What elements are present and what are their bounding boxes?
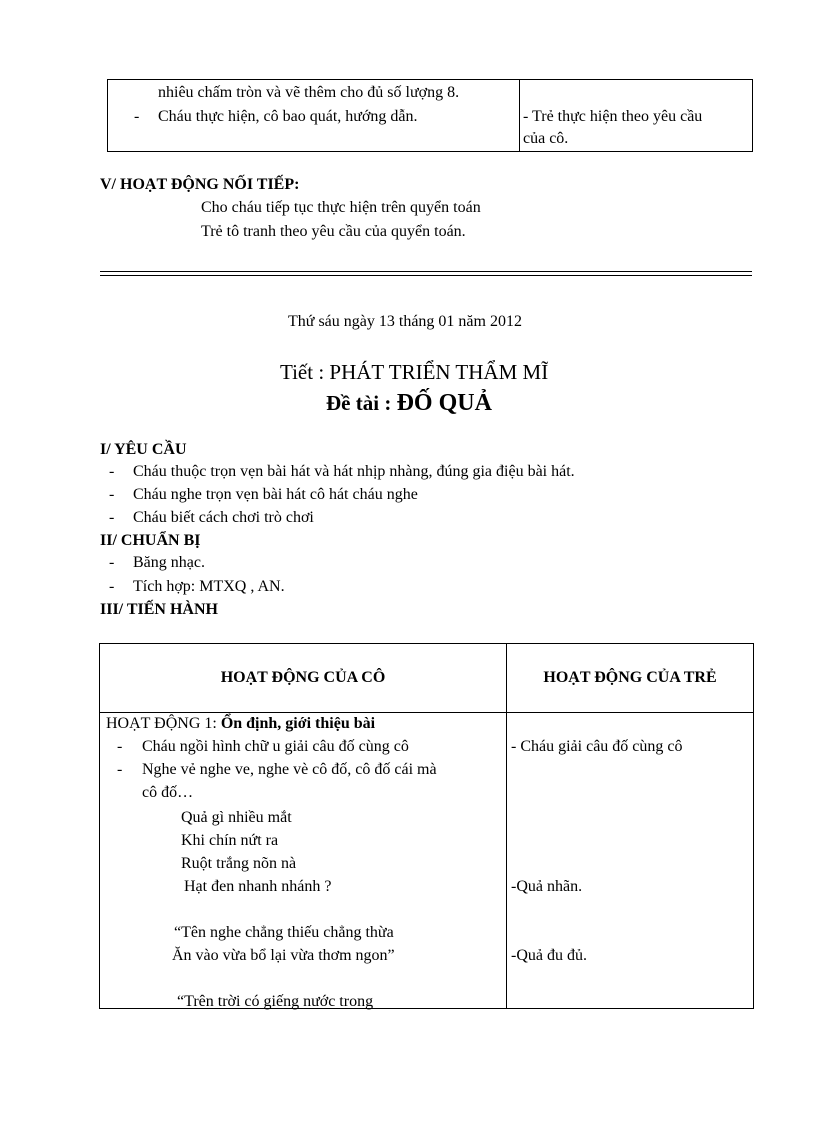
bullet-dash: - xyxy=(109,554,115,571)
left-item-1: Cháu ngồi hình chữ u giải câu đố cùng cô xyxy=(142,738,409,755)
top-table-right-cell xyxy=(520,80,753,152)
bullet-dash: - xyxy=(109,578,115,595)
bullet-dash: - xyxy=(134,108,140,125)
section-1-item-2: Cháu nghe trọn vẹn bài hát cô hát cháu nghe xyxy=(133,486,418,503)
riddle-3-line-1: “Trên trời có giếng nước trong xyxy=(177,993,374,1010)
separator-line-top xyxy=(100,271,752,272)
body-left-cell xyxy=(100,713,507,1009)
separator-line-bottom xyxy=(100,275,752,276)
activity-table xyxy=(99,643,754,1009)
body-right-cell xyxy=(507,713,754,1009)
right-item-1: - Cháu giải câu đố cùng cô xyxy=(511,738,683,755)
header-child-activity: HOẠT ĐỘNG CỦA TRẺ xyxy=(543,669,717,686)
lesson-title: Tiết : PHÁT TRIỂN THẨM MĨ xyxy=(280,360,549,384)
right-item-3: -Quả đu đủ. xyxy=(511,947,587,964)
lesson-topic-label: Đề tài : xyxy=(326,391,397,415)
bullet-dash: - xyxy=(109,463,115,480)
header-left-cell xyxy=(100,644,507,713)
section-2-item-2: Tích hợp: MTXQ , AN. xyxy=(133,578,285,595)
header-right-cell xyxy=(507,644,754,713)
riddle-2-line-2: Ăn vào vừa bổ lại vừa thơm ngon” xyxy=(172,947,395,964)
top-right-line-1: - Trẻ thực hiện theo yêu cầu xyxy=(523,108,703,125)
top-right-line-2: của cô. xyxy=(523,130,569,147)
header-teacher-activity: HOẠT ĐỘNG CỦA CÔ xyxy=(220,669,386,686)
left-item-3: cô đố… xyxy=(142,784,194,801)
riddle-1-line-2: Khi chín nứt ra xyxy=(181,832,279,849)
section-5-line-2: Trẻ tô tranh theo yêu cầu của quyển toán. xyxy=(201,223,466,240)
date-line: Thứ sáu ngày 13 tháng 01 năm 2012 xyxy=(288,313,522,330)
left-item-2: Nghe vẻ nghe ve, nghe vè cô đố, cô đố cái mà xyxy=(142,761,437,778)
activity-1-heading xyxy=(106,715,375,733)
bullet-dash: - xyxy=(109,486,115,503)
right-item-2: -Quả nhãn. xyxy=(511,878,583,895)
top-table xyxy=(107,79,753,152)
riddle-1-line-4: Hạt đen nhanh nhánh ? xyxy=(184,878,332,895)
top-left-line-1: nhiêu chấm tròn và vẽ thêm cho đủ số lượng 8. xyxy=(158,84,460,101)
bullet-dash: - xyxy=(117,738,123,755)
top-table-left-cell xyxy=(108,80,520,152)
top-left-line-2: Cháu thực hiện, cô bao quát, hướng dẫn. xyxy=(158,108,418,125)
riddle-1-line-3: Ruột trắng nõn nà xyxy=(181,855,297,872)
bullet-dash: - xyxy=(117,761,123,778)
section-3-heading: III/ TIẾN HÀNH xyxy=(100,601,218,618)
section-1-item-1: Cháu thuộc trọn vẹn bài hát và hát nhịp nhàng, đúng gia điệu bài hát. xyxy=(133,463,575,480)
lesson-topic-line xyxy=(326,390,492,417)
bullet-dash: - xyxy=(109,509,115,526)
section-5-heading: V/ HOẠT ĐỘNG NỐI TIẾP: xyxy=(100,176,300,193)
section-2-item-1: Băng nhạc. xyxy=(133,554,205,571)
riddle-2-line-1: “Tên nghe chẳng thiếu chẳng thừa xyxy=(174,924,394,941)
riddle-1-line-1: Quả gì nhiều mắt xyxy=(181,809,292,826)
section-2-heading: II/ CHUẨN BỊ xyxy=(100,532,201,549)
lesson-topic: ĐỐ QUẢ xyxy=(396,390,492,416)
activity-1-prefix: HOẠT ĐỘNG 1: xyxy=(106,715,221,732)
section-1-item-3: Cháu biết cách chơi trò chơi xyxy=(133,509,314,526)
section-1-heading: I/ YÊU CẦU xyxy=(100,441,187,458)
section-5-line-1: Cho cháu tiếp tục thực hiện trên quyển toán xyxy=(201,199,481,216)
activity-1-title: Ổn định, giới thiệu bài xyxy=(220,715,376,732)
